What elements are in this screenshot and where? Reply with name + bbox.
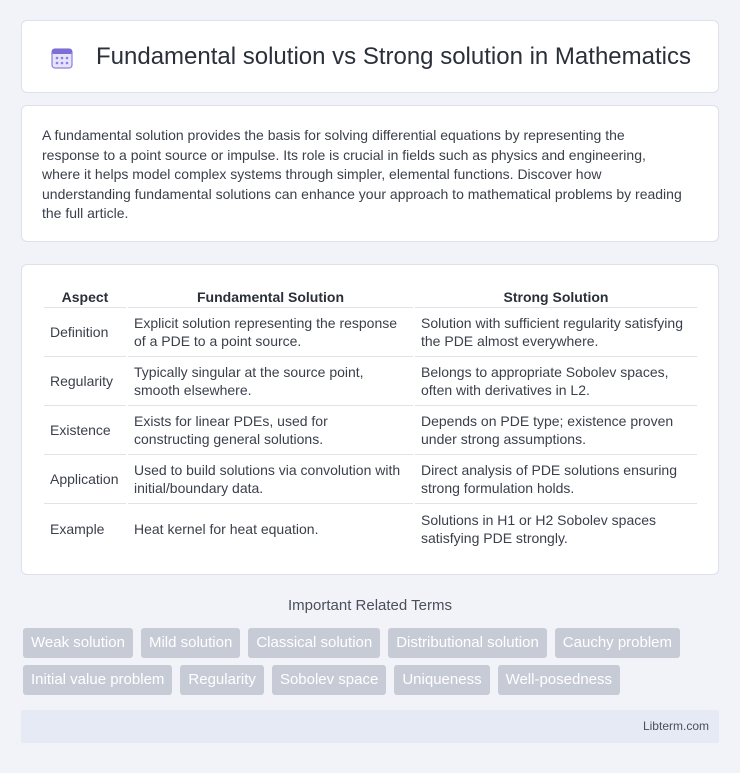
row-fundamental: Heat kernel for heat equation. — [134, 520, 319, 537]
comparison-table — [42, 285, 699, 553]
table-row — [44, 504, 697, 553]
related-tag-regularity[interactable]: Regularity — [180, 665, 264, 695]
related-tag-uniqueness[interactable]: Uniqueness — [394, 665, 489, 695]
related-terms-title: Important Related Terms — [288, 597, 452, 614]
calendar-grid-icon — [50, 46, 74, 70]
related-terms-list — [23, 628, 723, 695]
footer — [21, 710, 719, 743]
row-fundamental: Used to build solutions via convolution with initial/boundary data. — [128, 455, 413, 504]
row-strong: Solutions in H1 or H2 Sobolev spaces satisfying PDE strongly. — [421, 511, 657, 546]
row-aspect: Example — [50, 520, 105, 537]
related-tag-initial-value-problem[interactable]: Initial value problem — [23, 665, 172, 695]
related-tag-sobolev-space[interactable]: Sobolev space — [272, 665, 386, 695]
header-aspect: Aspect — [44, 285, 126, 308]
footer-site-link[interactable]: Libterm.com — [642, 719, 709, 733]
row-fundamental: Exists for linear PDEs, used for constructing general solutions. — [128, 406, 413, 455]
page-title: Fundamental solution vs Strong solution in Mathematics — [96, 43, 691, 70]
related-tag-weak-solution[interactable]: Weak solution — [23, 628, 133, 658]
header-strong: Strong Solution — [415, 285, 697, 308]
row-strong: Depends on PDE type; existence proven under strong assumptions. — [415, 406, 697, 455]
table-row — [44, 308, 697, 357]
intro-text: A fundamental solution provides the basis for solving differential equations by representing the response to a point source or impulse. Its role is crucial in fields such as physics and engineering, where it helps model complex systems through simpler, elemental functions. Discover how understanding fundamental solutions can enhance your approach to mathematical problems by reading the full article. — [42, 127, 682, 222]
row-aspect: Definition — [44, 308, 126, 357]
related-tag-cauchy-problem[interactable]: Cauchy problem — [555, 628, 680, 658]
row-strong: Solution with sufficient regularity satisfying the PDE almost everywhere. — [415, 308, 697, 357]
table-row — [44, 357, 697, 406]
row-strong: Direct analysis of PDE solutions ensuring strong formulation holds. — [415, 455, 697, 504]
related-tag-well-posedness[interactable]: Well-posedness — [498, 665, 620, 695]
row-aspect: Existence — [44, 406, 126, 455]
row-aspect: Application — [44, 455, 126, 504]
related-tag-distributional-solution[interactable]: Distributional solution — [388, 628, 547, 658]
table-header-row — [44, 285, 697, 308]
related-tag-mild-solution[interactable]: Mild solution — [141, 628, 240, 658]
table-row — [44, 455, 697, 504]
table-row — [44, 406, 697, 455]
header-fundamental: Fundamental Solution — [128, 285, 413, 308]
comparison-table-card — [21, 264, 719, 575]
row-aspect: Regularity — [44, 357, 126, 406]
related-tag-classical-solution[interactable]: Classical solution — [248, 628, 380, 658]
row-fundamental: Explicit solution representing the response of a PDE to a point source. — [128, 308, 413, 357]
row-strong: Belongs to appropriate Sobolev spaces, often with derivatives in L2. — [415, 357, 697, 406]
intro-card — [21, 105, 719, 242]
title-card — [21, 20, 719, 93]
row-fundamental: Typically singular at the source point, smooth elsewhere. — [128, 357, 413, 406]
